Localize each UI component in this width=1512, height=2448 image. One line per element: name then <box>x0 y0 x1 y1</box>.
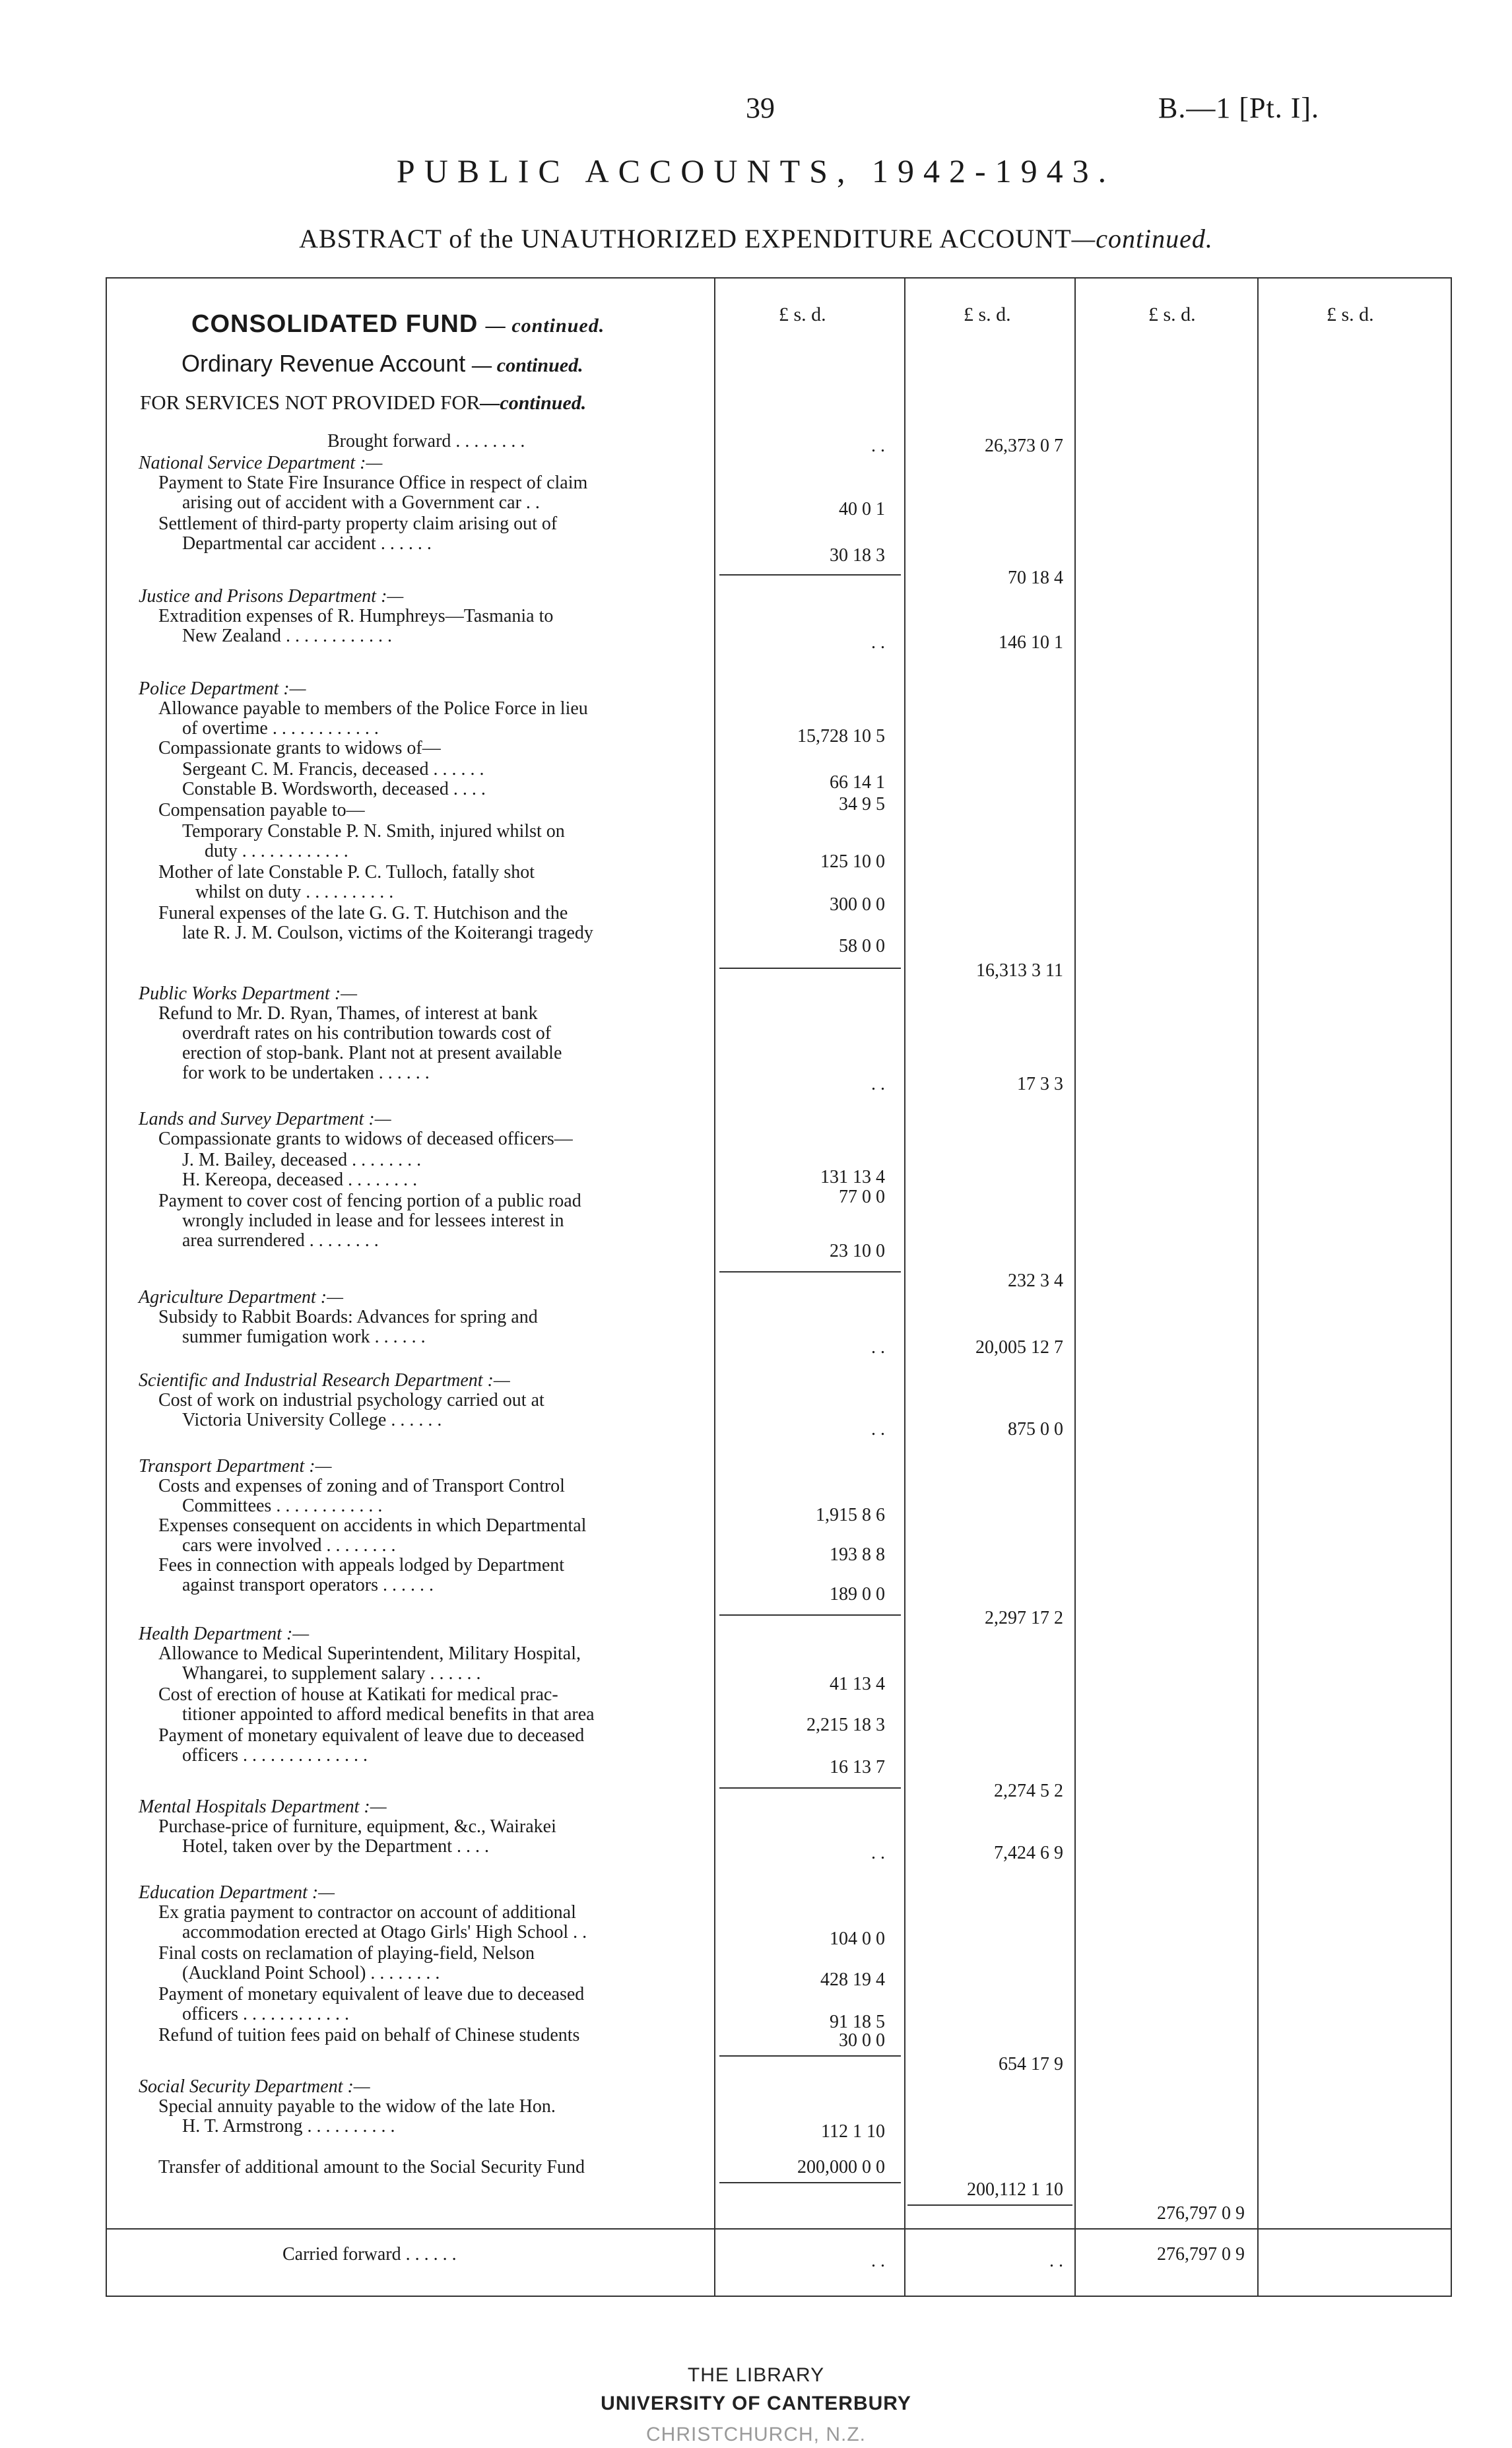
dept-public-works: Public Works Department :— <box>139 983 358 1004</box>
pd-item-7-amount: 300 0 0 <box>830 894 885 915</box>
column-divider-5 <box>1451 277 1452 2297</box>
tr-subtotal-rule <box>719 1614 901 1616</box>
dept-social-security: Social Security Department :— <box>139 2076 370 2097</box>
fund-continued: — continued. <box>485 315 605 337</box>
pd-item-7-line-b: whilst on duty . . . . . . . . . . <box>195 882 394 902</box>
ag-item-1-c1: . . <box>871 1337 885 1358</box>
page-title: PUBLIC ACCOUNTS, 1942-1943. <box>396 152 1116 189</box>
ed-item-1-line-a: Ex gratia payment to contractor on account of additional <box>158 1902 576 1923</box>
pd-item-6-amount: 125 10 0 <box>820 851 885 872</box>
hd-item-2-line-a: Cost of erection of house at Katikati for medical prac- <box>158 1684 558 1705</box>
page-subtitle <box>0 223 1512 254</box>
tr-item-3-amount: 189 0 0 <box>830 1584 885 1604</box>
ns-total: 70 18 4 <box>1008 568 1063 588</box>
pd-item-1-amount: 15,728 10 5 <box>797 726 885 746</box>
pd-total: 16,313 3 11 <box>976 960 1063 981</box>
dept-agriculture: Agriculture Department :— <box>139 1287 344 1307</box>
services-heading <box>140 391 586 414</box>
ss-item-2-amount: 200,000 0 0 <box>797 2157 885 2177</box>
dept-mental-hospitals: Mental Hospitals Department :— <box>139 1797 387 1817</box>
services-name: FOR SERVICES NOT PROVIDED FOR <box>140 391 480 414</box>
ls-item-3: H. Kereopa, deceased . . . . . . . . <box>182 1170 418 1190</box>
column-divider-3 <box>1074 277 1076 2297</box>
tr-item-2-amount: 193 8 8 <box>830 1544 885 1565</box>
pd-item-5: Compensation payable to— <box>158 800 365 820</box>
document-reference: B.—1 [Pt. I]. <box>1158 92 1319 124</box>
pw-item-1-c1: . . <box>871 1074 885 1094</box>
ls-item-4-line-c: area surrendered . . . . . . . . <box>182 1230 379 1251</box>
ns-item-1-line-b: arising out of accident with a Government car . . <box>182 492 540 513</box>
carried-forward-c1: . . <box>871 2251 885 2271</box>
tr-item-1-line-b: Committees . . . . . . . . . . . . <box>182 1496 383 1516</box>
grand-total-rule-c2 <box>907 2204 1072 2206</box>
hd-item-1-amount: 41 13 4 <box>830 1674 885 1694</box>
tr-item-1-line-a: Costs and expenses of zoning and of Transport Control <box>158 1476 565 1496</box>
column-head-3: £ s. d. <box>1148 304 1196 325</box>
ls-total: 232 3 4 <box>1008 1271 1063 1291</box>
table-bottom-rule <box>106 2296 1452 2297</box>
ss-item-1-line-a: Special annuity payable to the widow of the late Hon. <box>158 2096 556 2117</box>
column-head-1: £ s. d. <box>779 304 826 325</box>
hd-total: 2,274 5 2 <box>994 1781 1063 1801</box>
ss-total: 200,112 1 10 <box>967 2179 1063 2200</box>
ls-subtotal-rule <box>719 1271 901 1273</box>
library-stamp-line-1: THE LIBRARY <box>687 2364 825 2386</box>
carried-forward-c3: 276,797 0 9 <box>1157 2244 1245 2265</box>
tr-total: 2,297 17 2 <box>985 1608 1063 1628</box>
dept-justice: Justice and Prisons Department :— <box>139 586 404 607</box>
ed-item-2-line-b: (Auckland Point School) . . . . . . . . <box>182 1963 440 1983</box>
js-item-1-c1: . . <box>871 632 885 653</box>
pd-item-3: Sergeant C. M. Francis, deceased . . . . . . <box>182 759 484 779</box>
ss-item-2: Transfer of additional amount to the Social Security Fund <box>158 2157 585 2177</box>
ss-item-1-amount: 112 1 10 <box>821 2121 885 2142</box>
account-heading <box>181 350 583 378</box>
brought-forward-c1: . . <box>871 436 885 456</box>
subtitle-continued: —continued. <box>1071 224 1213 253</box>
pw-item-1-line-c: erection of stop-bank. Plant not at present available <box>182 1043 562 1063</box>
library-stamp-line-3: CHRISTCHURCH, N.Z. <box>646 2424 866 2445</box>
ed-subtotal-rule <box>719 2055 901 2057</box>
sci-item-1-c2: 875 0 0 <box>1008 1419 1063 1439</box>
carried-forward-label: Carried forward . . . . . . <box>282 2244 457 2265</box>
fund-heading <box>191 310 605 339</box>
ls-item-1: Compassionate grants to widows of deceased officers— <box>158 1129 573 1149</box>
services-continued: —continued. <box>480 392 587 414</box>
ls-item-4-amount: 23 10 0 <box>830 1241 885 1261</box>
pw-item-1-line-b: overdraft rates on his contribution towards cost of <box>182 1023 552 1043</box>
ag-item-1-line-a: Subsidy to Rabbit Boards: Advances for spring and <box>158 1307 538 1327</box>
hd-item-2-line-b: titioner appointed to afford medical benefits in that area <box>182 1704 595 1725</box>
pw-item-1-line-a: Refund to Mr. D. Ryan, Thames, of interest at bank <box>158 1003 538 1024</box>
pd-item-8-line-a: Funeral expenses of the late G. G. T. Hutchison and the <box>158 903 568 923</box>
account-name: Ordinary Revenue Account <box>181 350 466 377</box>
page-number: 39 <box>746 92 775 124</box>
carried-forward-rule <box>106 2228 1452 2230</box>
hd-subtotal-rule <box>719 1787 901 1789</box>
ss-item-1-line-b: H. T. Armstrong . . . . . . . . . . <box>182 2116 395 2136</box>
dept-health: Health Department :— <box>139 1624 310 1644</box>
pd-item-2: Compassionate grants to widows of— <box>158 738 441 758</box>
tr-item-3-line-b: against transport operators . . . . . . <box>182 1575 434 1595</box>
column-head-2: £ s. d. <box>964 304 1011 325</box>
pw-item-1-line-d: for work to be undertaken . . . . . . <box>182 1063 430 1083</box>
column-divider-left <box>106 277 107 2297</box>
ls-item-2-amount: 131 13 4 <box>820 1167 885 1187</box>
pw-item-1-c2: 17 3 3 <box>1017 1074 1063 1094</box>
pd-item-1-line-a: Allowance payable to members of the Police Force in lieu <box>158 698 588 719</box>
ed-item-2-line-a: Final costs on reclamation of playing-field, Nelson <box>158 1943 535 1964</box>
ed-item-3-amount: 91 18 5 <box>830 2012 885 2032</box>
js-item-1-line-a: Extradition expenses of R. Humphreys—Tasmania to <box>158 606 554 626</box>
ed-item-3-line-b: officers . . . . . . . . . . . . <box>182 2004 349 2024</box>
dept-transport: Transport Department :— <box>139 1456 332 1476</box>
ls-item-3-amount: 77 0 0 <box>839 1187 885 1207</box>
js-item-1-c2: 146 10 1 <box>999 632 1063 653</box>
column-head-4: £ s. d. <box>1327 304 1374 325</box>
ns-item-1-amount: 40 0 1 <box>839 499 885 519</box>
ag-item-1-c2: 20,005 12 7 <box>975 1337 1063 1358</box>
pd-item-6-line-a: Temporary Constable P. N. Smith, injured whilst on <box>182 821 565 842</box>
ed-item-4-amount: 30 0 0 <box>839 2030 885 2051</box>
js-item-1-line-b: New Zealand . . . . . . . . . . . . <box>182 626 393 646</box>
mh-item-1-c1: . . <box>871 1843 885 1863</box>
column-divider-4 <box>1257 277 1259 2297</box>
ed-total: 654 17 9 <box>999 2054 1063 2074</box>
mh-item-1-line-b: Hotel, taken over by the Department . . . . <box>182 1836 489 1857</box>
sci-item-1-line-b: Victoria University College . . . . . . <box>182 1410 442 1430</box>
hd-item-1-line-a: Allowance to Medical Superintendent, Military Hospital, <box>158 1643 581 1664</box>
brought-forward-label: Brought forward . . . . . . . . <box>327 431 525 451</box>
ed-item-3-line-a: Payment of monetary equivalent of leave due to deceased <box>158 1984 585 2004</box>
ed-item-4: Refund of tuition fees paid on behalf of Chinese students <box>158 2025 580 2045</box>
hd-item-3-amount: 16 13 7 <box>830 1757 885 1777</box>
table-top-rule <box>106 277 1452 279</box>
pd-item-3-amount: 66 14 1 <box>830 772 885 793</box>
ed-item-1-line-b: accommodation erected at Otago Girls' High School . . <box>182 1922 587 1942</box>
pd-item-6-line-b: duty . . . . . . . . . . . . <box>205 841 348 861</box>
dept-education: Education Department :— <box>139 1882 335 1903</box>
hd-item-3-line-b: officers . . . . . . . . . . . . . . <box>182 1745 368 1766</box>
tr-item-2-line-b: cars were involved . . . . . . . . <box>182 1535 396 1556</box>
grand-total: 276,797 0 9 <box>1157 2203 1245 2224</box>
pd-item-8-line-b: late R. J. M. Coulson, victims of the Koiterangi tragedy <box>182 923 593 943</box>
pd-item-7-line-a: Mother of late Constable P. C. Tulloch, fatally shot <box>158 862 535 882</box>
ed-item-2-amount: 428 19 4 <box>820 1969 885 1990</box>
ns-item-2-line-b: Departmental car accident . . . . . . <box>182 533 432 554</box>
fund-name: CONSOLIDATED FUND <box>191 310 478 338</box>
pd-item-4: Constable B. Wordsworth, deceased . . . . <box>182 779 486 799</box>
pd-item-1-line-b: of overtime . . . . . . . . . . . . <box>182 718 379 739</box>
ls-item-4-line-a: Payment to cover cost of fencing portion of a public road <box>158 1191 581 1211</box>
ns-item-2-line-a: Settlement of third-party property claim arising out of <box>158 513 558 534</box>
dept-police: Police Department :— <box>139 678 306 699</box>
column-divider-2 <box>904 277 905 2297</box>
subtitle-main: ABSTRACT of the UNAUTHORIZED EXPENDITURE ACCOUNT <box>299 224 1072 253</box>
ns-subtotal-rule <box>719 574 901 576</box>
hd-item-1-line-b: Whangarei, to supplement salary . . . . . . <box>182 1663 481 1684</box>
tr-item-1-amount: 1,915 8 6 <box>816 1505 885 1525</box>
carried-forward-c2: . . <box>1049 2251 1063 2271</box>
mh-item-1-line-a: Purchase-price of furniture, equipment, &c., Wairakei <box>158 1816 556 1837</box>
brought-forward-c2: 26,373 0 7 <box>985 436 1063 456</box>
library-stamp-line-2: UNIVERSITY OF CANTERBURY <box>601 2393 911 2414</box>
sci-item-1-c1: . . <box>871 1419 885 1439</box>
ag-item-1-line-b: summer fumigation work . . . . . . <box>182 1327 426 1347</box>
hd-item-2-amount: 2,215 18 3 <box>806 1715 885 1735</box>
pd-item-8-amount: 58 0 0 <box>839 936 885 956</box>
pd-subtotal-rule <box>719 968 901 969</box>
column-divider-1 <box>714 277 715 2297</box>
ed-item-1-amount: 104 0 0 <box>830 1929 885 1949</box>
dept-national-service: National Service Department :— <box>139 453 383 473</box>
dept-lands-survey: Lands and Survey Department :— <box>139 1109 391 1129</box>
account-continued: — continued. <box>472 354 583 376</box>
tr-item-3-line-a: Fees in connection with appeals lodged by Department <box>158 1555 565 1575</box>
mh-item-1-c2: 7,424 6 9 <box>994 1843 1063 1863</box>
tr-item-2-line-a: Expenses consequent on accidents in which Departmental <box>158 1515 587 1536</box>
sci-item-1-line-a: Cost of work on industrial psychology carried out at <box>158 1390 544 1410</box>
ns-item-2-amount: 30 18 3 <box>830 545 885 566</box>
pd-item-4-amount: 34 9 5 <box>839 794 885 814</box>
hd-item-3-line-a: Payment of monetary equivalent of leave due to deceased <box>158 1725 585 1746</box>
ns-item-1-line-a: Payment to State Fire Insurance Office in respect of claim <box>158 473 588 493</box>
ss-subtotal-rule <box>719 2182 901 2183</box>
dept-scientific: Scientific and Industrial Research Department :— <box>139 1370 510 1391</box>
ls-item-2: J. M. Bailey, deceased . . . . . . . . <box>182 1150 422 1170</box>
ls-item-4-line-b: wrongly included in lease and for lessees interest in <box>182 1210 564 1231</box>
